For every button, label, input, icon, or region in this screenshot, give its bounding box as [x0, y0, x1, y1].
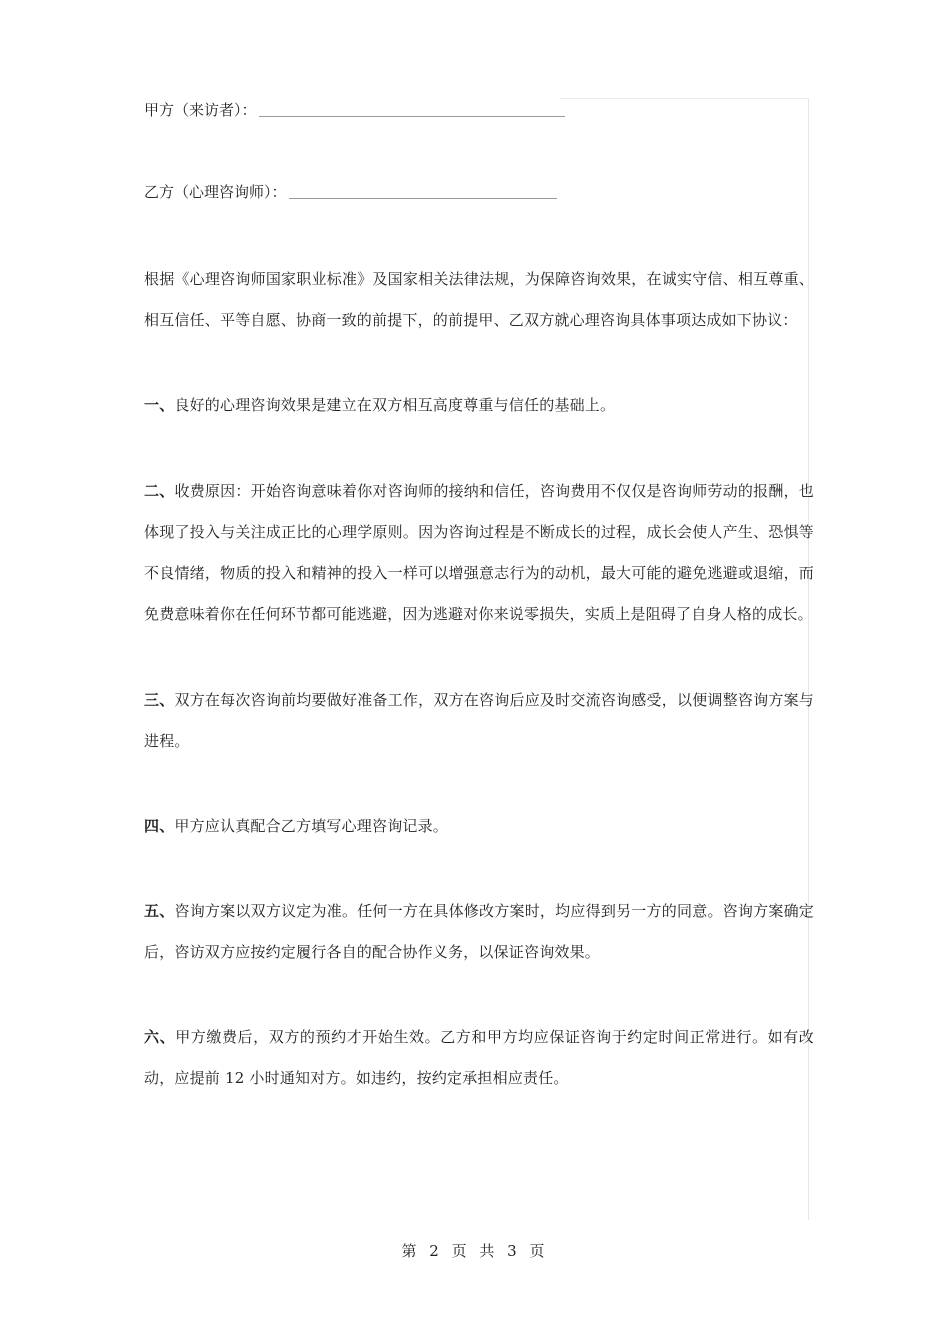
party-a-label: 甲方（来访者）： — [144, 101, 257, 119]
clause-2 — [144, 471, 814, 635]
party-b-row — [144, 178, 814, 206]
party-b-label: 乙方（心理咨询师）： — [144, 183, 287, 201]
clause-4 — [144, 806, 814, 847]
page-number-footer: 第 2 页 共 3 页 — [401, 1242, 549, 1260]
party-a-blank-line — [259, 96, 565, 117]
intro-paragraph: 根据《心理咨询师国家职业标准》及国家相关法律法规，为保障咨询效果，在诚实守信、相互尊重、相互信任、平等自愿、协商一致的前提下，的前提甲、乙双方就心理咨询具体事项达成如下协议： — [144, 270, 814, 329]
clause-number: 一、 — [144, 396, 175, 414]
clause-text: 咨询方案以双方议定为准。任何一方在具体修改方案时，均应得到另一方的同意。咨询方案确定后，咨访双方应按约定履行各自的配合协作义务，以保证咨询效果。 — [144, 902, 815, 961]
clause-number: 四、 — [144, 817, 175, 835]
clause-text: 双方在每次咨询前均要做好准备工作，双方在咨询后应及时交流咨询感受，以便调整咨询方案与进程。 — [144, 691, 815, 750]
party-a-row — [144, 96, 814, 124]
document-body — [144, 96, 814, 1099]
clause-1 — [144, 385, 814, 426]
clause-number: 六、 — [144, 1028, 176, 1046]
clause-number: 三、 — [144, 691, 175, 709]
clause-6 — [144, 1017, 814, 1099]
clause-number: 五、 — [144, 902, 175, 920]
clause-5 — [144, 891, 814, 973]
clause-text: 收费原因：开始咨询意味着你对咨询师的接纳和信任，咨询费用不仅仅是咨询师劳动的报酬，也体现了投入与关注成正比的心理学原则。因为咨询过程是不断成长的过程，成长会使人产生、恐惧等不良情绪，物质的投入和精神的投入一样可以增强意志行为的动机，最大可能的避免逃避或退缩，而免费意味着你在任何环节都可能逃避，因为逃避对你来说零损失，实质上是阻碍了自身人格的成长。 — [144, 482, 815, 623]
clause-text: 甲方缴费后，双方的预约才开始生效。乙方和甲方均应保证咨询于约定时间正常进行。如有改动，应提前 12 小时通知对方。如违约，按约定承担相应责任。 — [144, 1028, 814, 1087]
clause-number: 二、 — [144, 482, 175, 500]
clause-3 — [144, 680, 814, 762]
party-b-blank-line — [289, 178, 557, 199]
clause-text: 良好的心理咨询效果是建立在双方相互高度尊重与信任的基础上。 — [174, 396, 616, 414]
clause-text: 甲方应认真配合乙方填写心理咨询记录。 — [174, 817, 449, 835]
